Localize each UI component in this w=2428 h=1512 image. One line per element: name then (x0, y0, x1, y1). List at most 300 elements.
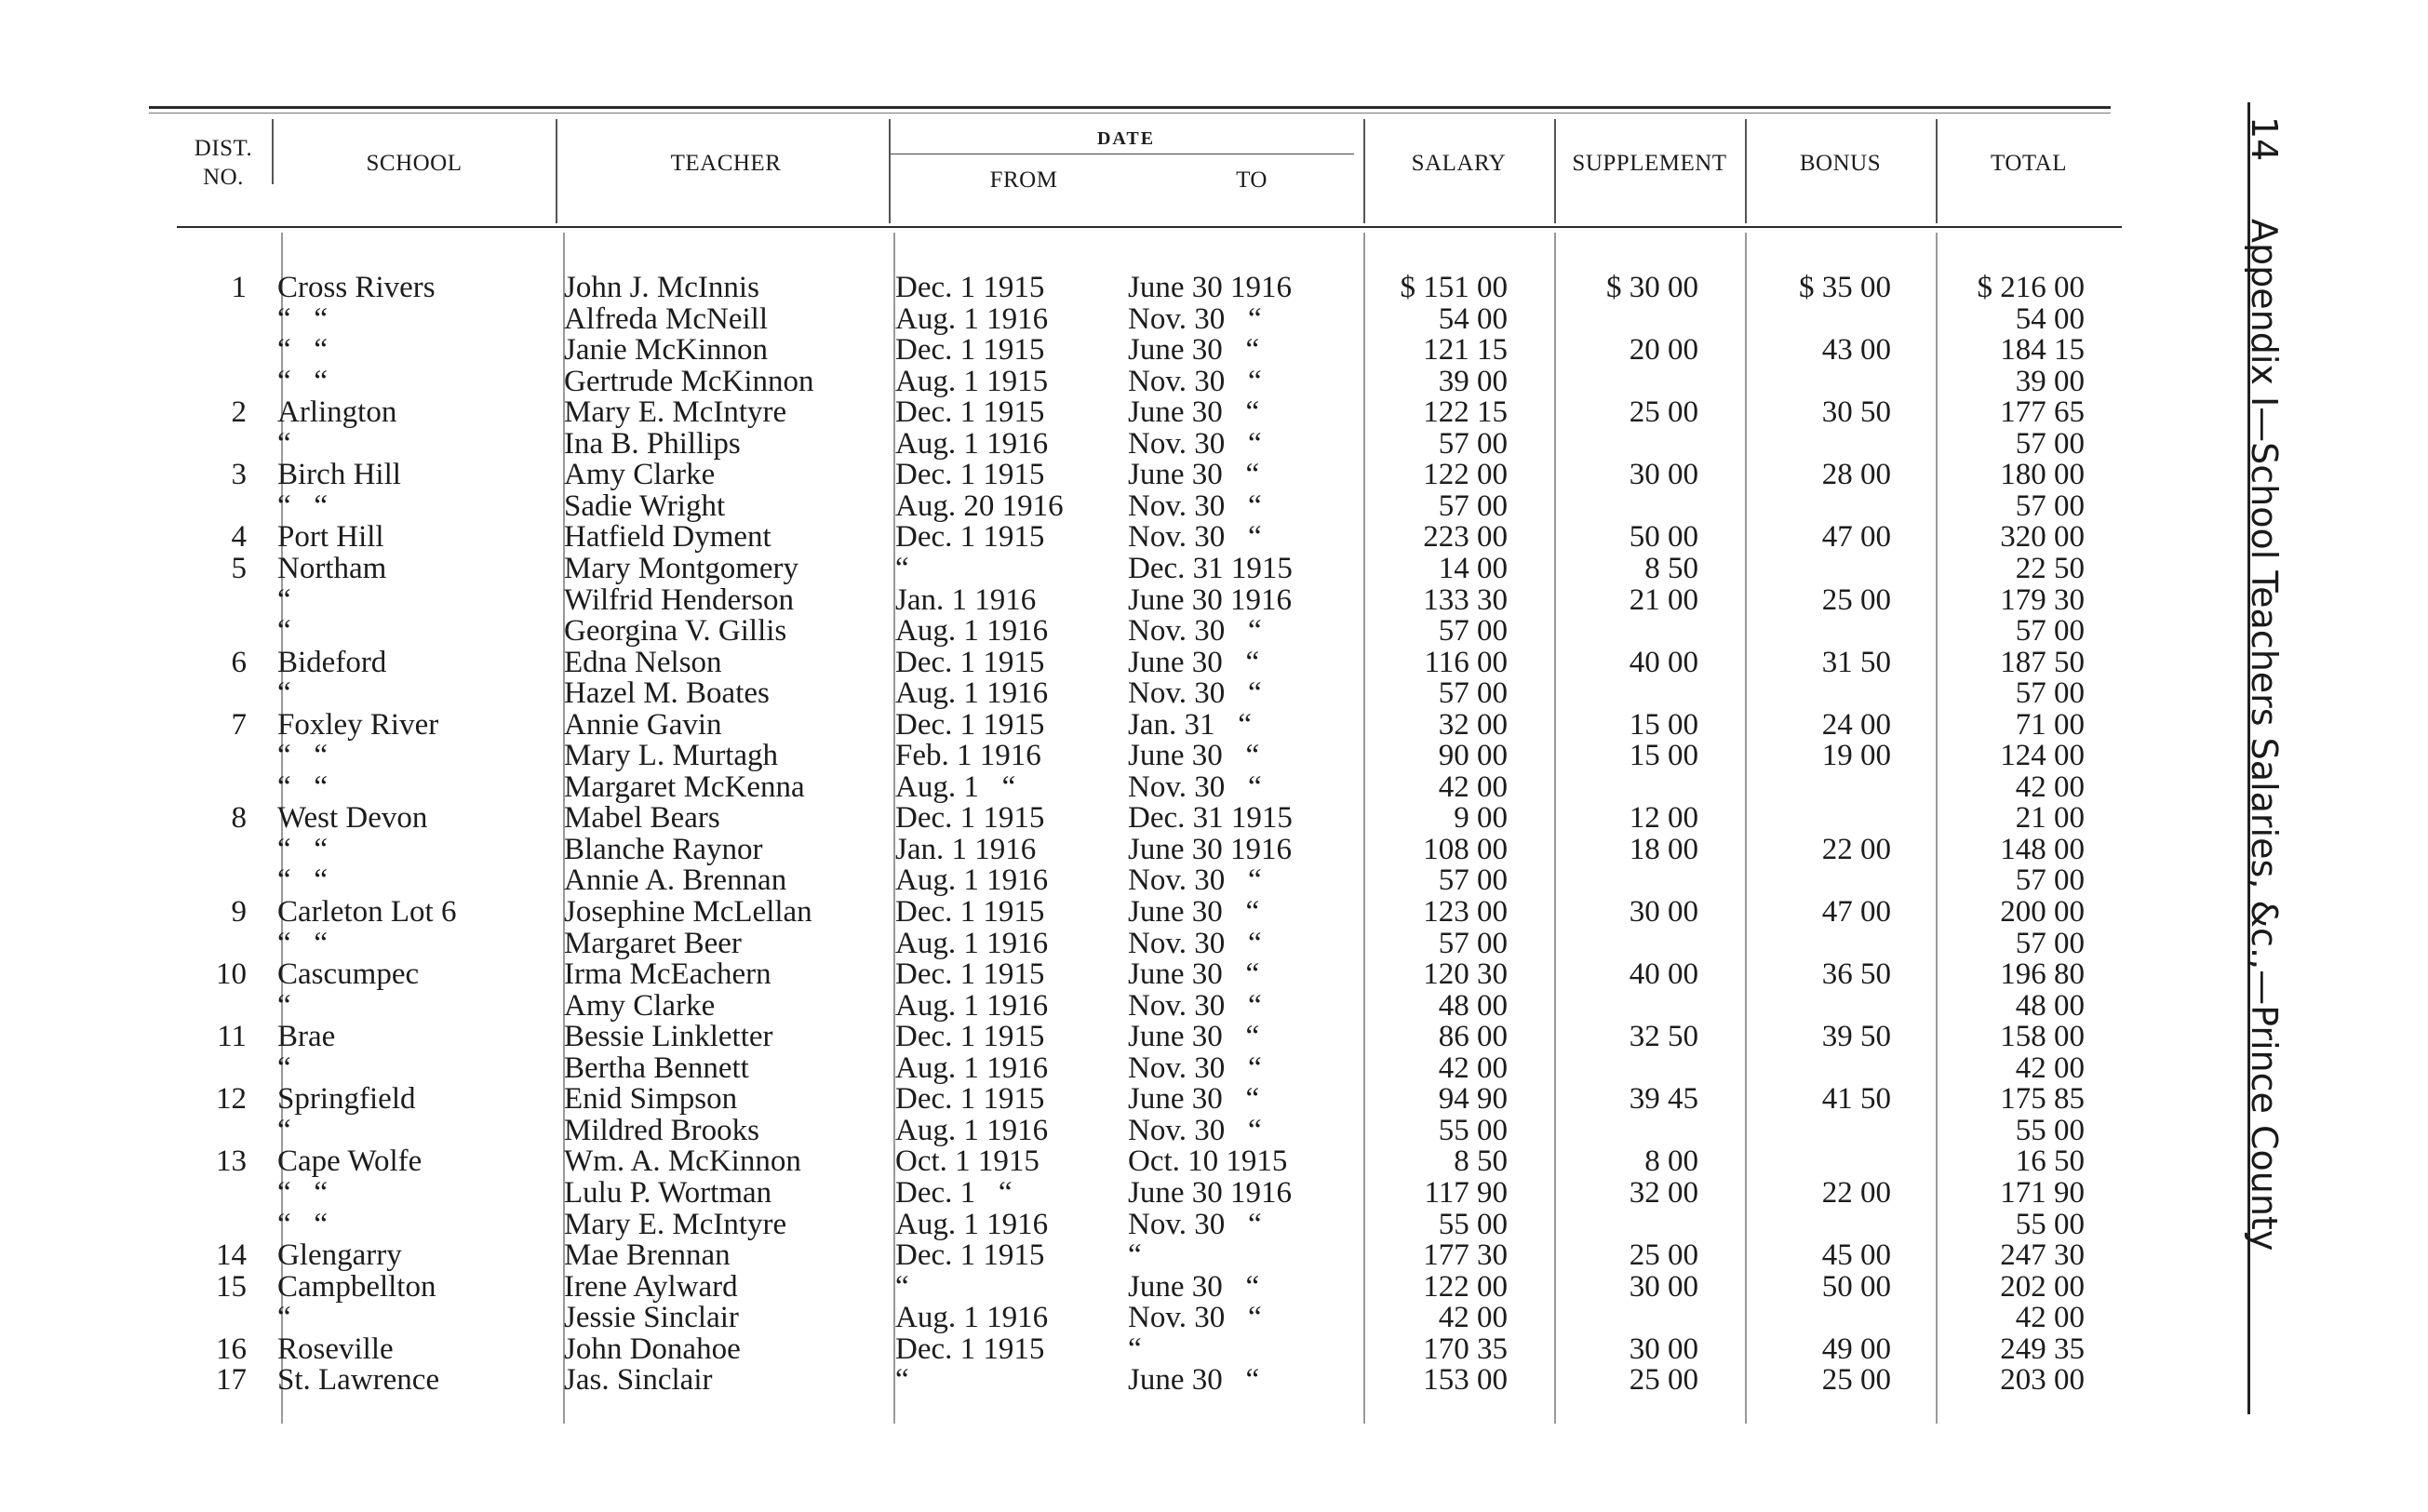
cell-total: 249 35 (2000, 1331, 2085, 1366)
cell-teacher: Jas. Sinclair (564, 1363, 713, 1398)
table-row (0, 896, 2280, 928)
cell-from: Aug. 1 1916 (895, 1050, 1049, 1085)
cell-supplement: 20 00 (1629, 333, 1698, 368)
cell-bonus: 36 50 (1821, 957, 1891, 992)
table-row (0, 1052, 2280, 1084)
cell-school: “ (277, 988, 291, 1023)
cell-total: 148 00 (2000, 832, 2085, 866)
cell-school: “ “ (277, 301, 329, 336)
table-row (0, 553, 2280, 584)
table-row (0, 396, 2280, 428)
cell-school: “ (277, 1113, 291, 1147)
cell-bonus: 43 00 (1821, 333, 1891, 368)
cell-from: Dec. 1 1915 (895, 707, 1045, 742)
cell-from: Dec. 1 1915 (895, 801, 1045, 836)
cell-teacher: Amy Clarke (564, 458, 716, 492)
cell-teacher: Jessie Sinclair (564, 1301, 739, 1335)
cell-total: 200 00 (2000, 895, 2085, 929)
cell-teacher: John Donahoe (564, 1331, 741, 1366)
table-row (0, 740, 2280, 771)
cell-teacher: Hatfield Dyment (564, 520, 771, 555)
cell-school: Brae (277, 1020, 336, 1054)
cell-dist: 1 (231, 271, 247, 304)
cell-from: Aug. 20 1916 (895, 488, 1064, 523)
cell-dist: 11 (217, 1020, 247, 1054)
cell-to: Dec. 31 1915 (1128, 551, 1293, 585)
cell-salary: 57 00 (1438, 614, 1508, 649)
cell-salary: 55 00 (1438, 1207, 1508, 1241)
cell-from: Oct. 1 1915 (895, 1144, 1040, 1179)
cell-total: $ 216 00 (1977, 271, 2085, 304)
cell-salary: 32 00 (1438, 707, 1508, 742)
header-date: DATE (1096, 128, 1156, 149)
cell-dist: 4 (231, 520, 247, 555)
cell-dist: 6 (231, 645, 247, 679)
header-supplement: SUPPLEMENT (1572, 151, 1727, 176)
cell-dist: 15 (216, 1269, 247, 1304)
cell-to: Nov. 30 “ (1128, 426, 1262, 461)
header-school: SCHOOL (366, 151, 463, 176)
cell-to: June 30 “ (1128, 1082, 1260, 1117)
table-row (0, 1364, 2280, 1396)
cell-total: 179 30 (2000, 582, 2085, 617)
cell-from: Dec. 1 1915 (895, 395, 1045, 430)
cell-salary: 117 90 (1424, 1175, 1508, 1210)
cell-school: “ (277, 1301, 291, 1335)
cell-dist: 2 (231, 395, 247, 430)
cell-to: Nov. 30 “ (1128, 364, 1262, 398)
table-row (0, 958, 2280, 990)
cell-from: Dec. 1 1915 (895, 1082, 1045, 1117)
cell-teacher: Amy Clarke (564, 988, 716, 1023)
cell-salary: 57 00 (1438, 926, 1508, 960)
cell-from: Aug. 1 1916 (895, 301, 1049, 336)
cell-school: “ (277, 1050, 291, 1085)
cell-salary: 42 00 (1438, 769, 1508, 804)
cell-supplement: 15 00 (1629, 739, 1698, 773)
cell-dist: 8 (231, 801, 247, 836)
cell-to: Nov. 30 “ (1128, 676, 1262, 711)
cell-school: “ “ (277, 1207, 329, 1241)
page-side-title (2227, 116, 2301, 1512)
table-row (0, 1145, 2280, 1177)
cell-school: Bideford (277, 645, 387, 679)
table-row (0, 615, 2280, 647)
cell-dist: 14 (216, 1238, 247, 1273)
cell-teacher: Annie A. Brennan (564, 863, 787, 898)
cell-school: Northam (277, 551, 387, 585)
cell-total: 184 15 (2000, 333, 2085, 368)
cell-salary: 153 00 (1423, 1363, 1508, 1398)
table-row (0, 1115, 2280, 1146)
cell-teacher: Wilfrid Henderson (564, 582, 795, 617)
table-row (0, 709, 2280, 741)
cell-school: Carleton Lot 6 (277, 895, 457, 929)
cell-school: “ “ (277, 863, 329, 898)
cell-dist: 5 (231, 551, 247, 585)
cell-from: Aug. 1 1916 (895, 676, 1049, 711)
cell-supplement: 15 00 (1629, 707, 1698, 742)
cell-supplement: 32 00 (1629, 1175, 1698, 1210)
cell-bonus: 28 00 (1821, 458, 1891, 492)
cell-school: Foxley River (277, 707, 439, 742)
cell-salary: 57 00 (1438, 863, 1508, 898)
cell-from: Aug. 1 1916 (895, 614, 1049, 649)
cell-from: Dec. 1 1915 (895, 645, 1045, 679)
cell-to: June 30 “ (1128, 957, 1260, 992)
cell-dist: 16 (216, 1331, 247, 1366)
cell-from: “ (895, 1363, 909, 1398)
cell-to: Nov. 30 “ (1128, 863, 1262, 898)
cell-supplement: 30 00 (1629, 458, 1698, 492)
cell-to: June 30 “ (1128, 1269, 1260, 1304)
cell-supplement: 21 00 (1629, 582, 1698, 617)
cell-salary: 57 00 (1438, 488, 1508, 523)
cell-teacher: Margaret McKenna (564, 769, 805, 804)
cell-teacher: Mary E. McIntyre (564, 395, 787, 430)
cell-to: June 30 “ (1128, 1363, 1260, 1398)
cell-teacher: Mary E. McIntyre (564, 1207, 787, 1241)
table-row (0, 303, 2280, 335)
page-title: Appendix I—School Teachers Salaries, &c.,—Prince County (2244, 219, 2285, 1251)
cell-salary: 170 35 (1423, 1331, 1508, 1366)
cell-salary: 121 15 (1423, 333, 1508, 368)
cell-school: “ (277, 426, 291, 461)
cell-teacher: Mabel Bears (564, 801, 720, 836)
table-row (0, 366, 2280, 397)
header-dist-line2: NO. (203, 165, 244, 190)
cell-teacher: Mildred Brooks (564, 1113, 759, 1147)
header-bonus: BONUS (1799, 151, 1882, 176)
cell-teacher: John J. McInnis (564, 271, 759, 304)
cell-from: Dec. 1 1915 (895, 895, 1045, 929)
cell-teacher: Bertha Bennett (564, 1050, 749, 1085)
cell-salary: 54 00 (1438, 301, 1508, 336)
cell-school: Birch Hill (277, 458, 401, 492)
cell-salary: 55 00 (1438, 1113, 1508, 1147)
cell-total: 180 00 (2000, 458, 2085, 492)
cell-total: 57 00 (2015, 926, 2085, 960)
cell-from: Dec. 1 1915 (895, 333, 1045, 368)
cell-teacher: Alfreda McNeill (564, 301, 768, 336)
cell-dist: 7 (231, 707, 247, 742)
cell-from: Dec. 1 1915 (895, 957, 1045, 992)
cell-bonus: 30 50 (1821, 395, 1891, 430)
cell-bonus: 47 00 (1821, 895, 1891, 929)
cell-total: 171 90 (2000, 1175, 2085, 1210)
cell-salary: 122 00 (1423, 1269, 1508, 1304)
cell-total: 48 00 (2015, 988, 2085, 1023)
cell-school: Campbellton (277, 1269, 436, 1304)
table-row (0, 1177, 2280, 1209)
cell-school: “ (277, 614, 291, 649)
cell-salary: 8 50 (1454, 1144, 1508, 1179)
cell-supplement: 8 50 (1644, 551, 1698, 585)
cell-total: 175 85 (2000, 1082, 2085, 1117)
cell-supplement: 25 00 (1629, 1363, 1698, 1398)
cell-to: Nov. 30 “ (1128, 1050, 1262, 1085)
cell-from: Aug. 1 “ (895, 769, 1016, 804)
cell-bonus: 45 00 (1821, 1238, 1891, 1273)
cell-teacher: Blanche Raynor (564, 832, 763, 866)
cell-from: Aug. 1 1916 (895, 863, 1049, 898)
cell-from: Feb. 1 1916 (895, 739, 1041, 773)
cell-school: Springfield (277, 1082, 416, 1117)
cell-from: Dec. 1 “ (895, 1175, 1013, 1210)
cell-school: “ “ (277, 333, 329, 368)
table-row (0, 1333, 2280, 1365)
cell-school: Arlington (277, 395, 397, 430)
cell-total: 202 00 (2000, 1269, 2085, 1304)
cell-to: June 30 1916 (1128, 1175, 1292, 1210)
cell-bonus: 41 50 (1821, 1082, 1891, 1117)
cell-salary: 42 00 (1438, 1301, 1508, 1335)
cell-salary: 133 30 (1423, 582, 1508, 617)
cell-teacher: Irene Aylward (564, 1269, 738, 1304)
header-salary: SALARY (1411, 151, 1507, 176)
table-row (0, 647, 2280, 678)
cell-to: Oct. 10 1915 (1128, 1144, 1288, 1179)
cell-to: Nov. 30 “ (1128, 1301, 1262, 1335)
cell-from: Dec. 1 1915 (895, 271, 1045, 304)
cell-bonus: 22 00 (1821, 832, 1891, 866)
cell-teacher: Enid Simpson (564, 1082, 738, 1117)
cell-from: Aug. 1 1916 (895, 1207, 1049, 1241)
cell-to: Nov. 30 “ (1128, 520, 1262, 555)
cell-bonus: 25 00 (1821, 1363, 1891, 1398)
cell-to: Nov. 30 “ (1128, 488, 1262, 523)
table-row (0, 1021, 2280, 1052)
cell-total: 16 50 (2015, 1144, 2085, 1179)
cell-salary: 94 90 (1438, 1082, 1508, 1117)
cell-teacher: Bessie Linkletter (564, 1020, 773, 1054)
cell-teacher: Edna Nelson (564, 645, 722, 679)
cell-from: Aug. 1 1915 (895, 364, 1049, 398)
cell-salary: 39 00 (1438, 364, 1508, 398)
cell-total: 55 00 (2015, 1113, 2085, 1147)
cell-dist: 13 (216, 1144, 247, 1179)
cell-school: Port Hill (277, 520, 384, 555)
cell-dist: 3 (231, 458, 247, 492)
header-to: TO (1236, 167, 1268, 193)
cell-to: June 30 “ (1128, 1020, 1260, 1054)
cell-salary: 120 30 (1423, 957, 1508, 992)
cell-total: 247 30 (2000, 1238, 2085, 1273)
cell-total: 158 00 (2000, 1020, 2085, 1054)
cell-teacher: Margaret Beer (564, 926, 742, 960)
cell-school: “ (277, 582, 291, 617)
cell-from: Aug. 1 1916 (895, 1301, 1049, 1335)
table-row (0, 334, 2280, 366)
cell-teacher: Josephine McLellan (564, 895, 812, 929)
cell-school: Glengarry (277, 1238, 402, 1273)
cell-from: Dec. 1 1915 (895, 1238, 1045, 1273)
cell-total: 57 00 (2015, 614, 2085, 649)
cell-total: 203 00 (2000, 1363, 2085, 1398)
cell-total: 57 00 (2015, 863, 2085, 898)
cell-to: “ (1128, 1238, 1142, 1273)
cell-to: Nov. 30 “ (1128, 926, 1262, 960)
table-row (0, 771, 2280, 803)
cell-supplement: 8 00 (1644, 1144, 1698, 1179)
table-row (0, 677, 2280, 709)
page-number: 14 (2244, 116, 2285, 162)
cell-teacher: Georgina V. Gillis (564, 614, 787, 649)
cell-salary: 57 00 (1438, 676, 1508, 711)
cell-from: “ (895, 551, 909, 585)
cell-bonus: 24 00 (1821, 707, 1891, 742)
cell-supplement: 39 45 (1629, 1082, 1698, 1117)
cell-total: 320 00 (2000, 520, 2085, 555)
cell-to: June 30 “ (1128, 895, 1260, 929)
cell-supplement: 30 00 (1629, 1331, 1698, 1366)
cell-teacher: Mary L. Murtagh (564, 739, 779, 773)
cell-teacher: Irma McEachern (564, 957, 771, 992)
table-row (0, 1271, 2280, 1303)
cell-from: “ (895, 1269, 909, 1304)
cell-bonus: 31 50 (1821, 645, 1891, 679)
cell-to: June 30 “ (1128, 395, 1260, 430)
cell-salary: 57 00 (1438, 426, 1508, 461)
cell-school: West Devon (277, 801, 428, 836)
table-row (0, 1239, 2280, 1271)
cell-salary: 90 00 (1438, 739, 1508, 773)
cell-to: Nov. 30 “ (1128, 1207, 1262, 1241)
cell-from: Aug. 1 1916 (895, 426, 1049, 461)
cell-bonus: 19 00 (1821, 739, 1891, 773)
cell-teacher: Gertrude McKinnon (564, 364, 814, 398)
cell-dist: 17 (216, 1363, 247, 1398)
cell-to: Dec. 31 1915 (1128, 801, 1293, 836)
table-row (0, 1302, 2280, 1333)
cell-supplement: 40 00 (1629, 957, 1698, 992)
table-row (0, 1209, 2280, 1240)
cell-total: 177 65 (2000, 395, 2085, 430)
cell-teacher: Mae Brennan (564, 1238, 731, 1273)
cell-to: June 30 1916 (1128, 271, 1292, 304)
table-row (0, 459, 2280, 490)
cell-school: “ “ (277, 488, 329, 523)
cell-dist: 9 (231, 895, 247, 929)
cell-bonus: 47 00 (1821, 520, 1891, 555)
table-row (0, 1083, 2280, 1115)
cell-school: Cape Wolfe (277, 1144, 423, 1179)
cell-supplement: 18 00 (1629, 832, 1698, 866)
table-row (0, 521, 2280, 553)
cell-salary: 14 00 (1438, 551, 1508, 585)
cell-to: Nov. 30 “ (1128, 769, 1262, 804)
cell-salary: 177 30 (1423, 1238, 1508, 1273)
cell-school: Cross Rivers (277, 271, 436, 304)
cell-supplement: $ 30 00 (1606, 271, 1698, 304)
cell-total: 71 00 (2015, 707, 2085, 742)
cell-total: 57 00 (2015, 676, 2085, 711)
cell-school: Cascumpec (277, 957, 420, 992)
cell-dist: 10 (216, 957, 247, 992)
cell-teacher: Sadie Wright (564, 488, 726, 523)
cell-dist: 12 (216, 1082, 247, 1117)
cell-school: “ “ (277, 364, 329, 398)
cell-to: Nov. 30 “ (1128, 988, 1262, 1023)
cell-school: “ “ (277, 739, 329, 773)
cell-to: June 30 “ (1128, 458, 1260, 492)
cell-salary: $ 151 00 (1400, 271, 1508, 304)
cell-total: 55 00 (2015, 1207, 2085, 1241)
cell-school: “ “ (277, 1175, 329, 1210)
header-dist-line1: DIST. (194, 136, 253, 161)
cell-salary: 42 00 (1438, 1050, 1508, 1085)
cell-salary: 48 00 (1438, 988, 1508, 1023)
cell-total: 22 50 (2015, 551, 2085, 585)
cell-bonus: 25 00 (1821, 582, 1891, 617)
cell-teacher: Mary Montgomery (564, 551, 799, 585)
cell-to: June 30 1916 (1128, 582, 1292, 617)
cell-from: Dec. 1 1915 (895, 1331, 1045, 1366)
cell-teacher: Annie Gavin (564, 707, 722, 742)
cell-total: 124 00 (2000, 739, 2085, 773)
cell-to: Nov. 30 “ (1128, 1113, 1262, 1147)
cell-total: 54 00 (2015, 301, 2085, 336)
cell-salary: 108 00 (1423, 832, 1508, 866)
cell-from: Aug. 1 1916 (895, 1113, 1049, 1147)
cell-from: Dec. 1 1915 (895, 520, 1045, 555)
cell-from: Dec. 1 1915 (895, 458, 1045, 492)
cell-from: Jan. 1 1916 (895, 582, 1037, 617)
cell-to: June 30 “ (1128, 739, 1260, 773)
cell-bonus: 49 00 (1821, 1331, 1891, 1366)
cell-teacher: Wm. A. McKinnon (564, 1144, 801, 1179)
cell-supplement: 12 00 (1629, 801, 1698, 836)
cell-total: 42 00 (2015, 1301, 2085, 1335)
cell-bonus: $ 35 00 (1799, 271, 1891, 304)
cell-supplement: 32 50 (1629, 1020, 1698, 1054)
cell-from: Jan. 1 1916 (895, 832, 1037, 866)
cell-supplement: 25 00 (1629, 395, 1698, 430)
cell-school: “ “ (277, 769, 329, 804)
cell-from: Aug. 1 1916 (895, 926, 1049, 960)
cell-total: 42 00 (2015, 1050, 2085, 1085)
cell-total: 57 00 (2015, 488, 2085, 523)
cell-to: June 30 “ (1128, 333, 1260, 368)
cell-to: June 30 “ (1128, 645, 1260, 679)
cell-to: Jan. 31 “ (1128, 707, 1252, 742)
table-row (0, 428, 2280, 460)
header-teacher: TEACHER (670, 151, 782, 176)
cell-from: Aug. 1 1916 (895, 988, 1049, 1023)
cell-to: Nov. 30 “ (1128, 614, 1262, 649)
table-row (0, 864, 2280, 896)
table-row (0, 272, 2280, 303)
cell-from: Dec. 1 1915 (895, 1020, 1045, 1054)
table-row (0, 990, 2280, 1022)
cell-school: Roseville (277, 1331, 394, 1366)
cell-teacher: Ina B. Phillips (564, 426, 741, 461)
cell-supplement: 30 00 (1629, 1269, 1698, 1304)
cell-bonus: 50 00 (1821, 1269, 1891, 1304)
cell-to: Nov. 30 “ (1128, 301, 1262, 336)
cell-total: 196 80 (2000, 957, 2085, 992)
cell-salary: 123 00 (1423, 895, 1508, 929)
cell-salary: 116 00 (1424, 645, 1508, 679)
table-row (0, 584, 2280, 616)
cell-school: St. Lawrence (277, 1363, 440, 1398)
cell-to: “ (1128, 1331, 1142, 1366)
table-row (0, 928, 2280, 959)
cell-salary: 122 15 (1423, 395, 1508, 430)
table-row (0, 490, 2280, 522)
cell-teacher: Hazel M. Boates (564, 676, 770, 711)
cell-total: 57 00 (2015, 426, 2085, 461)
